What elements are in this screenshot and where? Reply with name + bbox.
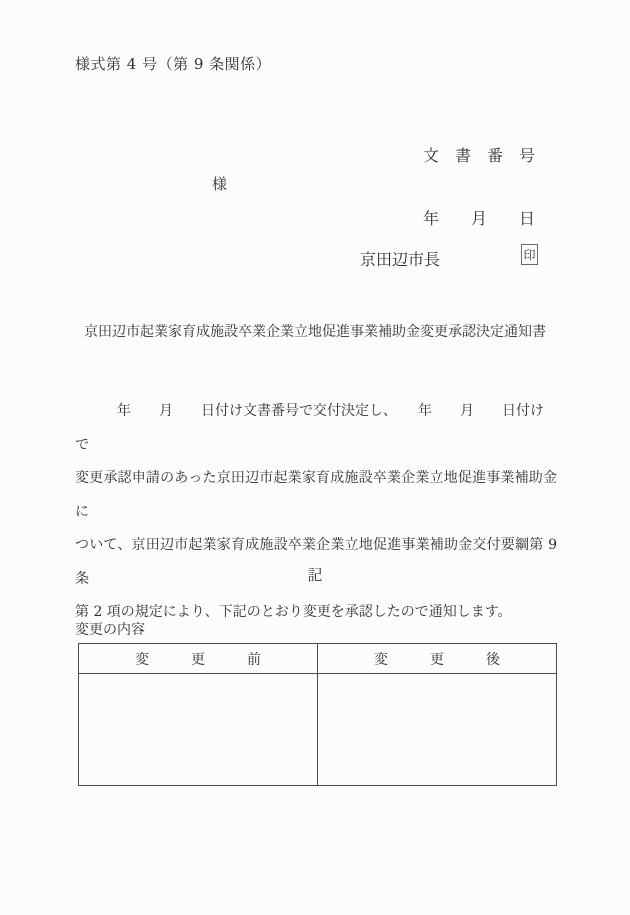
table-header-row — [79, 644, 557, 674]
form-number-label: 様式第 4 号（第 9 条関係） — [75, 55, 272, 73]
table-header-after: 変 更 後 — [318, 644, 557, 674]
body-paragraph — [75, 395, 562, 630]
change-table — [78, 643, 557, 786]
date-placeholder: 年 月 日 — [423, 209, 536, 228]
letterhead-block — [423, 103, 535, 271]
body-line-4: 第 2 項の規定により、下記のとおり変更を承認したので通知します。 — [75, 604, 512, 620]
recipient-honorific: 様 — [212, 175, 228, 193]
document-title: 京田辺市起業家育成施設卒業企業立地促進事業補助金変更承認決定通知書 — [84, 324, 546, 340]
body-line-1: 年 月 日付け文書番号で交付決定し、 年 月 日付けで — [75, 403, 544, 453]
change-section-label: 変更の内容 — [75, 622, 145, 638]
seal-label: 印 — [523, 248, 536, 262]
body-line-3: ついて、京田辺市起業家育成施設卒業企業立地促進事業補助金交付要綱第 9 条 — [75, 537, 562, 587]
table-cell-after — [318, 674, 557, 786]
table-row — [79, 674, 557, 786]
table-cell-before — [79, 674, 318, 786]
record-marker: 記 — [307, 566, 323, 584]
body-line-2: 変更承認申請のあった京田辺市起業家育成施設卒業企業立地促進事業補助金に — [75, 470, 557, 520]
seal-placeholder-box — [521, 244, 538, 265]
sender-title: 京田辺市長 — [360, 250, 441, 269]
doc-number-placeholder: 文 書 番 号 — [423, 146, 536, 165]
table-header-before: 変 更 前 — [79, 644, 318, 674]
